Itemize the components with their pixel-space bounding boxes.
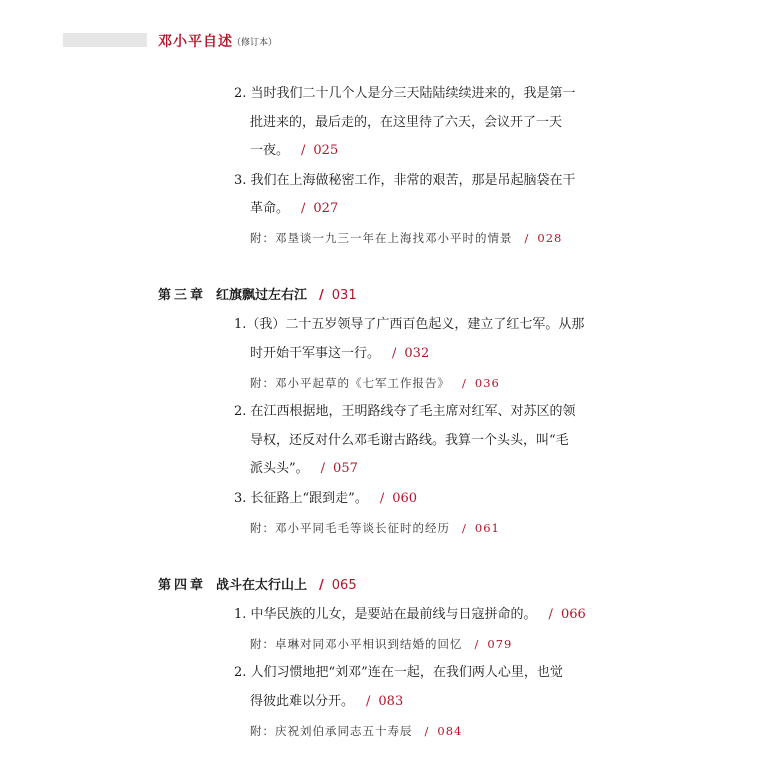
ch4-item-1[interactable]: [234, 607, 586, 623]
item-text-end: 时开始干军事这一行。: [250, 346, 381, 361]
separator: /: [320, 461, 326, 476]
ch4-item-1-attachment[interactable]: [250, 636, 512, 652]
chapter-3-heading[interactable]: [158, 288, 357, 304]
separator: /: [424, 724, 430, 738]
ch4-item-2-line-2[interactable]: [250, 694, 403, 710]
page-number: 061: [474, 521, 500, 535]
item-text-end: 得彼此难以分开。: [250, 694, 355, 709]
ch3-item-2-line-3[interactable]: [250, 461, 358, 477]
ch3-item-2-line-2: 导权，还反对什么邓毛谢古路线。我算一个头头，叫“毛: [250, 433, 569, 448]
page-number: 031: [331, 288, 357, 303]
chapter-title: 红旗飘过左右江: [216, 288, 308, 303]
separator: /: [319, 578, 324, 593]
chapter-title: 战斗在太行山上: [216, 578, 308, 593]
entry-3-attachment[interactable]: [250, 230, 562, 246]
item-text: 3. 长征路上“跟到走”。: [234, 491, 368, 506]
page-number: 079: [487, 637, 513, 651]
separator: /: [366, 694, 371, 709]
ch3-item-1-line-1: 1.（我）二十五岁领导了广西百色起义，建立了红七军。从那: [234, 317, 585, 332]
attachment-text: 附：邓小平起草的《七军工作报告》: [250, 376, 450, 390]
ch3-item-2-line-1: 2. 在江西根据地，王明路线夺了毛主席对红军、对苏区的领: [234, 404, 576, 419]
attachment-text: 附：庆祝刘伯承同志五十寿辰: [250, 724, 413, 738]
entry-3-line-1: 3. 我们在上海做秘密工作，非常的艰苦，那是吊起脑袋在干: [234, 173, 576, 188]
separator: /: [301, 143, 306, 158]
separator: /: [474, 637, 480, 651]
book-title: 邓小平自述: [158, 34, 233, 50]
page-number: 084: [437, 724, 463, 738]
page-number: 057: [333, 461, 358, 476]
chapter-label: 第三章: [158, 288, 207, 303]
item-text-end: 派头头”。: [250, 461, 309, 476]
page-number: 083: [378, 694, 404, 709]
ch3-item-3-attachment[interactable]: [250, 520, 500, 536]
separator: /: [462, 376, 467, 390]
page-number: 060: [392, 491, 418, 506]
ch4-item-2-line-1: 2. 人们习惯地把“刘邓”连在一起，在我们两人心里，也觉: [234, 665, 563, 680]
ch3-item-1-line-2[interactable]: [250, 346, 429, 362]
entry-2-line-3[interactable]: [250, 143, 338, 159]
ch3-item-1-attachment[interactable]: [250, 375, 500, 391]
attachment-text: 附：卓琳对同邓小平相识到结婚的回忆: [250, 637, 463, 651]
separator: /: [301, 201, 306, 216]
ch3-item-3[interactable]: [234, 491, 417, 507]
page-number: 036: [474, 376, 500, 390]
attachment-text: 附：邓小平同毛毛等谈长征时的经历: [250, 521, 450, 535]
entry-2-text-end: 一夜。: [250, 143, 290, 158]
page-number: 025: [313, 143, 339, 158]
entry-3-text-end: 革命。: [250, 201, 290, 216]
entry-2-line-2: 批进来的，最后走的，在这里待了六天，会议开了一天: [250, 115, 563, 130]
separator: /: [392, 346, 397, 361]
entry-2-line-1: 2. 当时我们二十几个人是分三天陆陆续续进来的，我是第一: [234, 86, 576, 101]
page-number: 066: [560, 607, 586, 622]
edition-label: （修订本）: [232, 38, 278, 48]
separator: /: [462, 521, 467, 535]
item-text: 1. 中华民族的儿女，是要站在最前线与日寇拼命的。: [234, 607, 537, 622]
separator: /: [319, 288, 324, 303]
entry-3-line-2[interactable]: [250, 201, 338, 217]
header-bar: [63, 33, 147, 47]
chapter-4-heading[interactable]: [158, 578, 357, 594]
page-number: 027: [313, 201, 339, 216]
ch4-item-2-attachment[interactable]: [250, 723, 462, 739]
separator: /: [524, 231, 530, 245]
chapter-label: 第四章: [158, 578, 207, 593]
page-number: 065: [331, 578, 357, 593]
page-number: 032: [404, 346, 430, 361]
separator: /: [379, 491, 385, 506]
separator: /: [548, 607, 553, 622]
page-number: 028: [537, 231, 563, 245]
attachment-text: 附：邓垦谈一九三一年在上海找邓小平时的情景: [250, 231, 513, 245]
